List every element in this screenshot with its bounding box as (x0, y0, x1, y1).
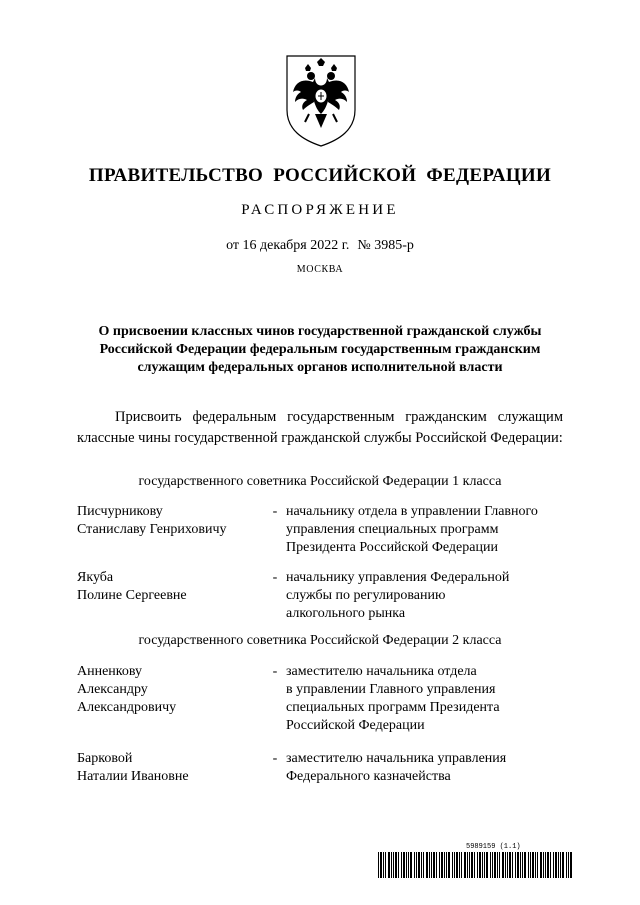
person-position (286, 503, 566, 557)
position-line: алкогольного рынка (286, 606, 406, 621)
document-date-number (0, 238, 640, 254)
name-line: Александру (77, 682, 148, 697)
position-line: заместителю начальника управления (286, 751, 507, 766)
position-line: в управлении Главного управления (286, 682, 496, 697)
position-line: Федерального казначейства (286, 769, 451, 784)
person-name (77, 503, 267, 539)
document-type: РАСПОРЯЖЕНИЕ (241, 202, 399, 218)
subject-line: О присвоении классных чинов государственной гражданской службы (98, 324, 542, 339)
document-number: № 3985-р (357, 238, 414, 253)
person-name (77, 663, 267, 717)
dash-separator: - (272, 751, 278, 766)
name-line: Александровичу (77, 700, 177, 715)
document-subject (80, 323, 560, 377)
position-line: Российской Федерации (286, 718, 425, 733)
document-city: МОСКВА (296, 264, 344, 275)
position-line: Президента Российской Федерации (286, 540, 498, 555)
subject-line: служащим федеральных органов исполнительной власти (137, 360, 503, 375)
person-position (286, 750, 566, 786)
rank-heading: государственного советника Российской Федерации 1 класса (138, 474, 502, 489)
name-line: Станиславу Генриховичу (77, 522, 227, 537)
position-line: специальных программ Президента (286, 700, 500, 715)
government-title: ПРАВИТЕЛЬСТВО РОССИЙСКОЙ ФЕДЕРАЦИИ (88, 165, 552, 186)
position-line: заместителю начальника отдела (286, 664, 477, 679)
dash-separator: - (272, 504, 278, 519)
person-position (286, 569, 566, 623)
coat-of-arms-icon (281, 52, 361, 148)
intro-paragraph: Присвоить федеральным государственным гражданским служащим классные чины государственной гражданской службы Российской Федерации: (77, 409, 563, 446)
name-line: Наталии Ивановне (77, 769, 189, 784)
dash-separator: - (272, 664, 278, 679)
person-position (286, 663, 566, 735)
barcode-id: 5989159 (1.1) (466, 843, 521, 851)
subject-line: Российской Федерации федеральным государственным гражданским (99, 342, 541, 357)
name-line: Полине Сергеевне (77, 588, 187, 603)
name-line: Барковой (77, 751, 133, 766)
position-line: начальнику управления Федеральной (286, 570, 510, 585)
position-line: начальнику отдела в управлении Главного (286, 504, 538, 519)
person-name (77, 569, 267, 605)
name-line: Якуба (77, 570, 114, 585)
name-line: Анненкову (77, 664, 143, 679)
rank-heading: государственного советника Российской Федерации 2 класса (138, 633, 502, 648)
person-name (77, 750, 267, 786)
position-line: управления специальных программ (286, 522, 499, 537)
position-line: службы по регулированию (286, 588, 446, 603)
dash-separator: - (272, 570, 278, 585)
document-date: от 16 декабря 2022 г. (226, 238, 350, 253)
barcode-icon (378, 852, 574, 878)
name-line: Писчурникову (77, 504, 163, 519)
